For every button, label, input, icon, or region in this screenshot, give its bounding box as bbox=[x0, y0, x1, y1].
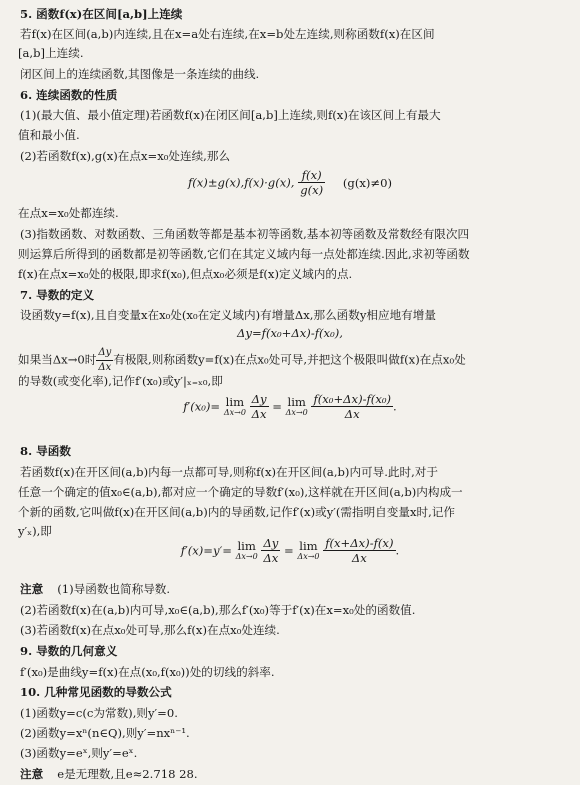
para-line: (2)函数y=xⁿ(n∈Q),则y′=nxⁿ⁻¹. bbox=[20, 726, 190, 740]
fraction-denominator: Δx bbox=[344, 407, 360, 421]
fraction-numerator: f(x+Δx)-f(x) bbox=[325, 536, 394, 550]
heading-9: 9. 导数的几何意义 bbox=[20, 644, 118, 658]
para-line: 值和最小值. bbox=[18, 128, 80, 142]
para-line: f(x)在点x=x₀处的极限,即求f(x₀),但点x₀必须是f(x)定义域内的点. bbox=[18, 267, 353, 281]
para-line: 若f(x)在区间(a,b)内连续,且在x=a处右连续,在x=b处左连续,则称函数f(x)在区间 bbox=[20, 27, 435, 41]
para-line: (1)(最大值、最小值定理)若函数f(x)在闭区间[a,b]上连续,则f(x)在该区间上有最大 bbox=[20, 108, 441, 122]
para-text: 如果当Δx→0时 bbox=[18, 352, 97, 367]
period: . bbox=[395, 543, 400, 558]
dy-dx-fraction bbox=[261, 536, 280, 565]
para-line-with-fraction bbox=[18, 346, 466, 375]
fraction-denominator: Δx bbox=[263, 551, 279, 565]
heading-5: 5. 函数f(x)在区间[a,b]上连续 bbox=[20, 7, 183, 21]
heading-10: 10. 几种常见函数的导数公式 bbox=[20, 685, 172, 699]
limit-subscript: Δx→0 bbox=[235, 552, 258, 561]
limit-text: lim bbox=[225, 395, 245, 409]
fraction-denominator: Δx bbox=[98, 362, 112, 373]
quotient-fraction bbox=[298, 168, 325, 197]
difference-quotient-fraction bbox=[323, 536, 395, 565]
limit-operator bbox=[297, 540, 319, 561]
note-label: 注意 bbox=[20, 767, 44, 781]
note-label: 注意 bbox=[20, 582, 44, 596]
para-line: [a,b]上连续. bbox=[18, 46, 84, 60]
para-line: (3)函数y=eˣ,则y′=eˣ. bbox=[20, 746, 138, 760]
limit-subscript: Δx→0 bbox=[285, 408, 308, 417]
note-text: e是无理数,且e≈2.718 28. bbox=[57, 767, 198, 781]
formula-lhs: f′(x)=y′= bbox=[180, 543, 232, 558]
derivative-definition-formula bbox=[0, 392, 580, 421]
increment-formula: Δy=f(x₀+Δx)-f(x₀), bbox=[237, 326, 343, 340]
para-line: y′ₓ),即 bbox=[18, 524, 52, 538]
fraction-numerator: f(x) bbox=[298, 168, 325, 183]
derivative-function-formula bbox=[0, 536, 580, 565]
limit-text: lim bbox=[299, 539, 318, 553]
para-line: 在点x=x₀处都连续. bbox=[18, 206, 119, 220]
para-line: (3)若函数f(x)在点x₀处可导,那么f(x)在点x₀处连续. bbox=[20, 623, 280, 637]
dy-dx-fraction bbox=[96, 346, 113, 375]
para-line: 个新的函数,它叫做f(x)在开区间(a,b)内的导函数,记作f′(x)或y′(需指明自变量x时,记作 bbox=[18, 505, 455, 519]
formula-lhs: f′(x₀)= bbox=[183, 399, 221, 414]
para-line: 的导数(或变化率),记作f′(x₀)或y′|ₓ₌ₓ₀,即 bbox=[18, 374, 223, 388]
para-line: f′(x₀)是曲线y=f(x)在点(x₀,f(x₀))处的切线的斜率. bbox=[20, 665, 275, 679]
fraction-numerator: f(x₀+Δx)-f(x₀) bbox=[313, 392, 392, 406]
para-line: (2)若函数f(x)在(a,b)内可导,x₀∈(a,b),那么f′(x₀)等于f′(x)在x=x₀处的函数值. bbox=[20, 603, 416, 617]
fraction-numerator: Δy bbox=[251, 392, 267, 406]
para-line: 设函数y=f(x),且自变量x在x₀处(x₀在定义域内)有增量Δx,那么函数y相应地有增量 bbox=[20, 308, 436, 322]
heading-7: 7. 导数的定义 bbox=[20, 288, 95, 302]
heading-6: 6. 连续函数的性质 bbox=[20, 88, 118, 102]
note-text: (1)导函数也简称导数. bbox=[57, 582, 171, 596]
heading-8: 8. 导函数 bbox=[20, 444, 71, 458]
para-line: 任意一个确定的值x₀∈(a,b),都对应一个确定的导数f′(x₀),这样就在开区间(a,b)内构成一 bbox=[18, 485, 463, 499]
fraction-denominator: g(x) bbox=[300, 183, 324, 197]
para-line: 若函数f(x)在开区间(a,b)内每一点都可导,则称f(x)在开区间(a,b)内可导.此时,对于 bbox=[20, 465, 438, 479]
limit-operator bbox=[286, 396, 308, 417]
limit-text: lim bbox=[287, 395, 306, 409]
dy-dx-fraction bbox=[250, 392, 269, 421]
period: . bbox=[393, 399, 397, 414]
para-line: 则运算后所得到的函数都是初等函数,它们在其定义域内每一点处都连续.因此,求初等函数 bbox=[18, 247, 470, 261]
para-line: 闭区间上的连续函数,其图像是一条连续的曲线. bbox=[20, 67, 260, 81]
limit-subscript: Δx→0 bbox=[297, 552, 320, 561]
para-text: 有极限,则称函数y=f(x)在点x₀处可导,并把这个极限叫做f(x)在点x₀处 bbox=[113, 352, 466, 367]
limit-operator bbox=[236, 540, 258, 561]
formula-condition: (g(x)≠0) bbox=[342, 175, 393, 190]
limit-text: lim bbox=[237, 539, 256, 553]
difference-quotient-fraction bbox=[311, 392, 393, 421]
note-line bbox=[20, 766, 198, 782]
fraction-denominator: Δx bbox=[351, 551, 367, 565]
note-line bbox=[20, 581, 170, 597]
fraction-numerator: Δy bbox=[96, 346, 113, 361]
equals-sign: = bbox=[284, 543, 294, 558]
limit-operator bbox=[224, 396, 246, 417]
para-line: (3)指数函数、对数函数、三角函数等都是基本初等函数,基本初等函数及常数经有限次四 bbox=[20, 227, 470, 241]
fraction-numerator: Δy bbox=[263, 536, 279, 550]
continuity-ops-formula bbox=[0, 168, 580, 197]
limit-subscript: Δx→0 bbox=[223, 408, 246, 417]
equals-sign: = bbox=[272, 399, 282, 414]
para-line: (1)函数y=c(c为常数),则y′=0. bbox=[20, 706, 178, 720]
formula-text: f(x)±g(x),f(x)·g(x), bbox=[187, 175, 295, 190]
para-line: (2)若函数f(x),g(x)在点x=x₀处连续,那么 bbox=[20, 149, 231, 163]
fraction-denominator: Δx bbox=[251, 407, 267, 421]
